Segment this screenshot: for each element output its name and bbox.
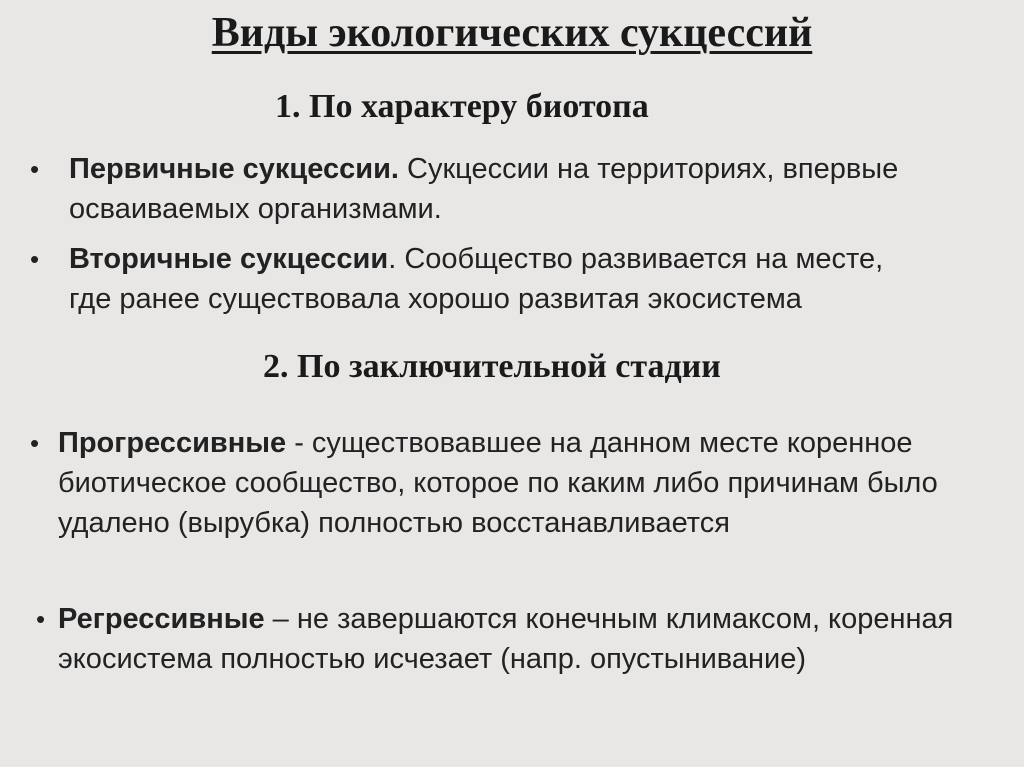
bullet-icon: • — [30, 154, 40, 184]
bullet-icon: • — [36, 604, 46, 634]
item-text: - существовавшее на данном месте коренное — [286, 427, 913, 459]
item-text: Сукцессии на территориях, впервые — [398, 153, 899, 185]
bullet-icon: • — [30, 428, 40, 458]
item-line: экосистема полностью исчезает (напр. опустынивание) — [58, 643, 807, 675]
bullet-icon: • — [30, 244, 40, 274]
item-text: . Сообщество развивается на месте, — [388, 243, 884, 275]
section-heading-final-stage: 2. По заключительной стадии — [263, 348, 721, 385]
slide-title: Виды экологических сукцессий — [211, 10, 813, 56]
item-term: Регрессивные — [58, 603, 265, 635]
list-item-secondary-succession — [69, 239, 883, 319]
item-line: осваиваемых организмами. — [69, 193, 442, 225]
list-item-progressive — [58, 423, 938, 543]
item-line — [69, 149, 898, 189]
item-line: где ранее существовала хорошо развитая экосистема — [69, 283, 802, 315]
item-line: биотическое сообщество, которое по каким либо причинам было — [58, 467, 938, 499]
item-term: Прогрессивные — [58, 427, 287, 459]
item-line — [58, 423, 938, 463]
section-heading-biotope: 1. По характеру биотопа — [275, 88, 649, 125]
item-line — [69, 239, 883, 279]
item-text: – не завершаются конечным климаксом, коренная — [264, 603, 954, 635]
item-line: удалено (вырубка) полностью восстанавливается — [58, 507, 730, 539]
list-item-regressive — [58, 599, 953, 679]
item-term: Первичные сукцессии. — [69, 153, 399, 185]
item-term: Вторичные сукцессии — [69, 243, 389, 275]
list-item-primary-succession — [69, 149, 898, 229]
item-line — [58, 599, 953, 639]
